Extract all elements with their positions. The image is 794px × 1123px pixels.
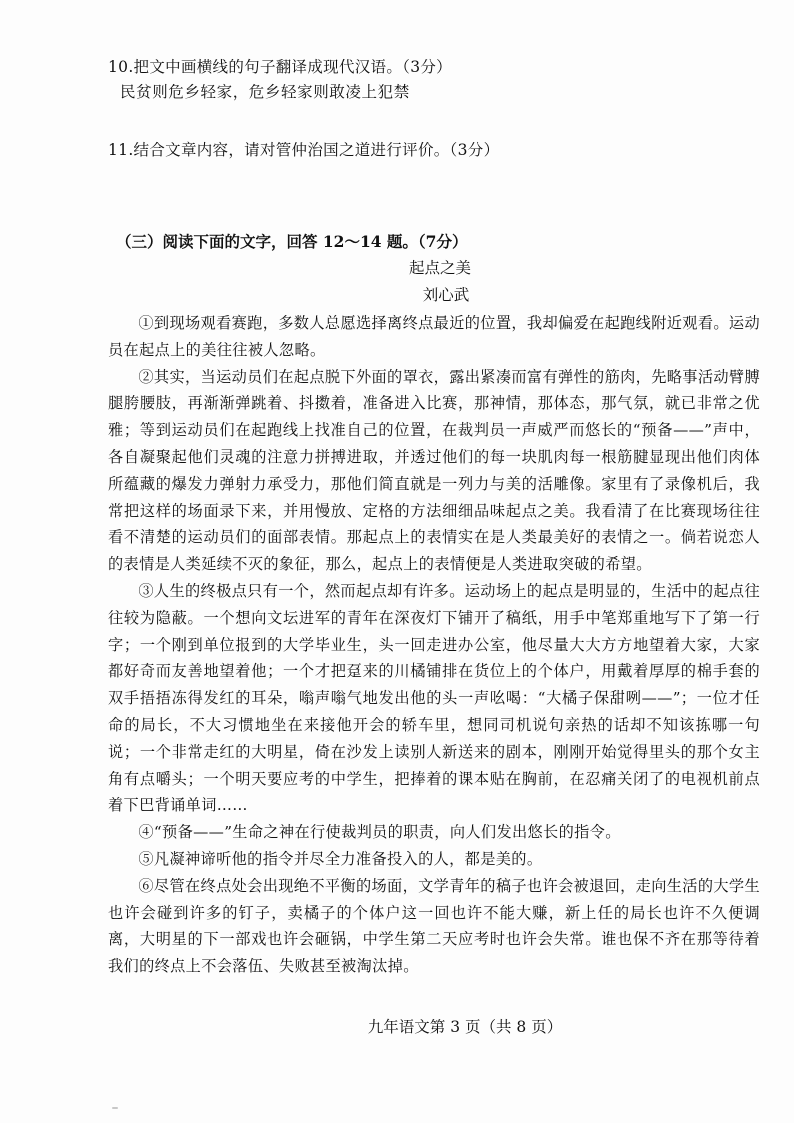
article-paragraph-4: ④“预备——”生命之神在行使裁判员的职责，向人们发出悠长的指令。 [138, 823, 621, 842]
question-10-sentence: 民贫则危乡轻家，危乡轻家则敢凌上犯禁 [120, 83, 410, 101]
question-10-prompt: 10.把文中画横线的句子翻译成现代汉语。（3分） [108, 58, 452, 76]
page-footer: 九年语文第 3 页（共 8 页） [367, 1018, 563, 1036]
article-paragraph-5: ⑤凡凝神谛听他的指令并尽全力准备投入的人，都是美的。 [138, 849, 543, 868]
article-paragraph-2: ②其实，当运动员们在起点脱下外面的罩衣，露出紧凑而富有弹性的筋肉，先略事活动臂膊腿胯腰肢，再渐渐弹跳着、抖擞着，准备进入比赛，那神情，那体态，那气氛，就已非常之优雅；等到运动员们在起跑线上找准自己的位置，在裁判员一声威严而悠长的“预备——”声中，各自凝聚起他们灵魂的注意力拼搏进取，并透过他们的每一块肌肉每一根筋腱显现出他们肉体所蕴藏的爆发力弹射力承受力，那他们简直就是一列力与美的活雕像。家里有了录像机后，我常把这样的场面录下来，并用慢放、定格的方法细细品味起点之美。我看清了在比赛现场往往看不清楚的运动员们的面部表情。那起点上的表情实在是人类最美好的表情之一。倘若说恋人的表情是人类延续不灭的象征，那么，起点上的表情便是人类进取突破的希望。 [108, 367, 760, 574]
article-paragraph-1: ①到现场观看赛跑，多数人总愿选择离终点最近的位置，我却偏爱在起跑线附近观看。运动员在起点上的美往往被人忽略。 [108, 314, 760, 359]
article-paragraph-6: ⑥尽管在终点处会出现绝不平衡的场面，文学青年的稿子也许会被退回，走向生活的大学生也许会碰到许多的钉子，卖橘子的个体户这一回也许不能大赚，新上任的局长也许不久便调离，大明星的下一部戏也许会砸锅，中学生第二天应考时也许会失常。谁也保不齐在那等待着我们的终点上不会落伍、失败甚至被淘汰掉。 [108, 876, 760, 976]
article-paragraph-3: ③人生的终极点只有一个，然而起点却有许多。运动场上的起点是明显的，生活中的起点往往较为隐蔽。一个想向文坛进军的青年在深夜灯下铺开了稿纸，用手中笔郑重地写下了第一行字；一个刚到单位报到的大学毕业生，头一回走进办公室，他尽量大大方方地望着大家，大家都好奇而友善地望着他；一个才把趸来的川橘铺排在货位上的个体户，用戴着厚厚的棉手套的双手捂捂冻得发红的耳朵，嗡声嗡气地发出他的头一声吆喝：“大橘子保甜咧——”；一位才任命的局长，不大习惯地坐在来接他开会的轿车里，想同司机说句亲热的话却不知该拣哪一句说；一个非常走红的大明星，倚在沙发上读别人新送来的剧本，刚刚开始觉得里头的那个女主角有点嚼头；一个明天要应考的中学生，把捧着的课本贴在胸前，在忍痛关闭了的电视机前点着下巴背诵单词…… [108, 581, 760, 815]
question-11-prompt: 11.结合文章内容，请对管仲治国之道进行评价。（3分） [108, 141, 500, 159]
article-body [108, 310, 760, 980]
article-title: 起点之美 [408, 259, 471, 277]
section-header: （三）阅读下面的文字，回答 12～14 题。（7分） [116, 232, 468, 251]
article-author: 刘心武 [422, 286, 470, 304]
scan-mark [112, 1107, 118, 1109]
